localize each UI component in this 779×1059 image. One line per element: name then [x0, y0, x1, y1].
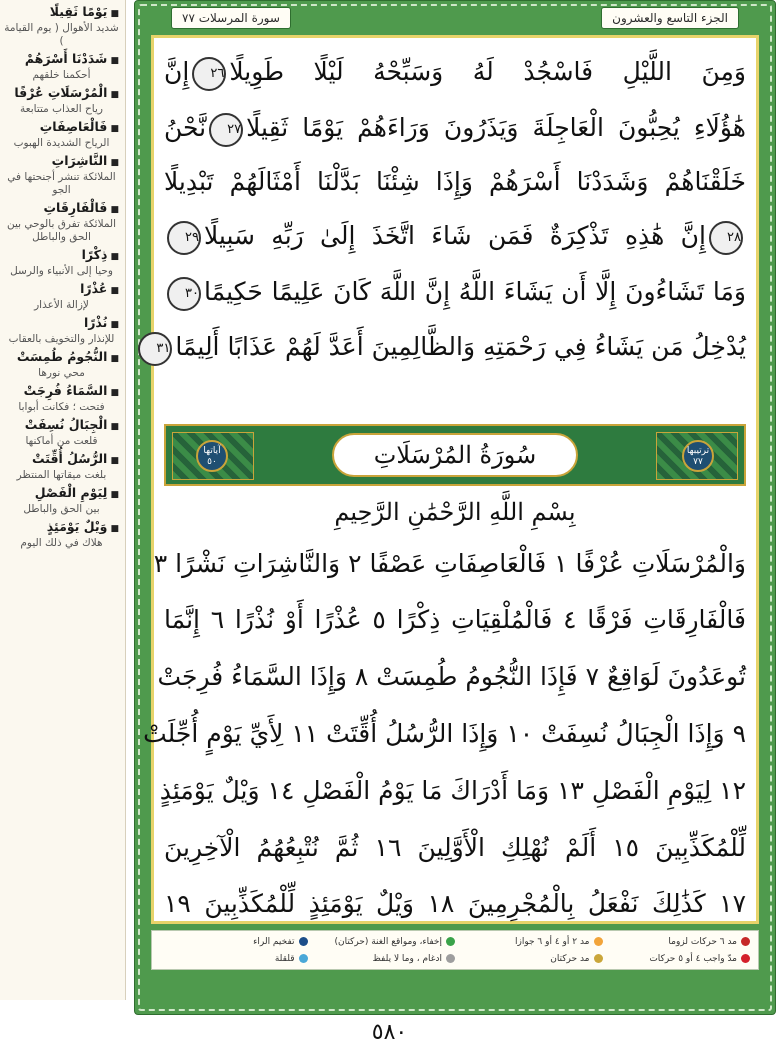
glossary-meaning: محي نورها: [38, 367, 85, 379]
mushaf-page: [134, 0, 776, 1015]
surah-title: سُورَةُ المُرْسَلَاتِ: [332, 433, 578, 477]
glossary-entry: [4, 119, 119, 150]
glossary-entry: [4, 247, 119, 278]
glossary-meaning: قلعت من أماكنها: [25, 435, 98, 447]
ayah-number: ٢٨: [709, 221, 743, 255]
glossary-word: ■ لِيَوْمِ الْفَصْلِ: [4, 485, 119, 503]
glossary-entry: [4, 451, 119, 482]
glossary-word: ■ ذِكْرًا: [4, 247, 119, 265]
glossary-meaning: أحكمنا خلقهم: [32, 69, 91, 81]
legend-item: [160, 954, 308, 964]
page-number: ٥٨٠: [371, 1020, 408, 1045]
verse-text: وَمَا تَشَاءُونَ إِلَّا أَن يَشَاءَ اللَّهُ إِنَّ اللَّهَ كَانَ عَلِيمًا حَكِيمًا: [204, 277, 746, 306]
glossary-word: ■ عُذْرًا: [4, 281, 119, 299]
tajweed-legend: [151, 930, 759, 970]
glossary-word: ■ فَالْعَاصِفَاتِ: [4, 119, 119, 137]
legend-item: [308, 937, 456, 947]
legend-label: مد حركتان: [550, 953, 590, 964]
color-dot-icon: [594, 954, 603, 963]
quran-line: تُوعَدُونَ لَوَاقِعٌ ٧ فَإِذَا النُّجُومُ طُمِسَتْ ٨ وَإِذَا السَّمَاءُ فُرِجَتْ: [157, 662, 746, 691]
glossary-meaning: فتحت ؛ فكانت أبوابا: [18, 401, 105, 413]
color-dot-icon: [446, 937, 455, 946]
legend-item: [455, 954, 603, 964]
glossary-meaning: بلغت ميقاتها المنتظر: [16, 469, 107, 481]
color-dot-icon: [299, 954, 308, 963]
quran-line: [164, 102, 746, 154]
legend-item: [308, 954, 456, 964]
verse-text: إِنَّ: [164, 57, 190, 86]
verse-text: هَٰؤُلَاءِ يُحِبُّونَ الْعَاجِلَةَ وَيَذَرُونَ وَرَاءَهُمْ يَوْمًا ثَقِيلًا: [246, 113, 746, 142]
glossary-meaning: الرياح الشديدة الهبوب: [13, 137, 110, 149]
glossary-sidebar: [0, 0, 126, 1000]
glossary-word: ■ نُذْرًا: [4, 315, 119, 333]
glossary-meaning: هلاك في ذلك اليوم: [20, 537, 103, 549]
glossary-entry: [4, 349, 119, 380]
legend-label: إخفاء، ومواقع الغنة (حركتان): [334, 936, 442, 947]
surah-header: سورة المرسلات ٧٧: [171, 7, 291, 29]
glossary-entry: [4, 153, 119, 197]
quran-line: وَالْمُرْسَلَاتِ عُرْفًا ١ فَالْعَاصِفَاتِ عَصْفًا ٢ وَالنَّاشِرَاتِ نَشْرًا ٣: [153, 549, 746, 578]
verse-text: إِنَّ هَٰذِهِ تَذْكِرَةٌ فَمَن شَاءَ اتَّخَذَ إِلَىٰ رَبِّهِ سَبِيلًا: [204, 221, 706, 250]
glossary-entry: [4, 51, 119, 82]
color-dot-icon: [741, 954, 750, 963]
quran-line: [164, 46, 746, 98]
glossary-meaning: بين الحق والباطل: [23, 503, 100, 515]
quran-line: لِّلْمُكَذِّبِينَ ١٥ أَلَمْ نُهْلِكِ الْأَوَّلِينَ ١٦ ثُمَّ نُتْبِعُهُمُ الْآخِرِينَ: [164, 833, 746, 862]
verse-text: نَّحْنُ: [164, 113, 207, 142]
color-dot-icon: [299, 937, 308, 946]
ayah-number: ٢٦: [192, 57, 226, 91]
legend-label: مد ٢ أو ٤ أو ٦ جوازا: [514, 936, 590, 947]
glossary-list: [4, 4, 119, 550]
legend-label: مدّ واجب ٤ أو ٥ حركات: [649, 953, 737, 964]
glossary-meaning: الملائكة تنشر أجنحتها في الجو: [7, 171, 116, 196]
quran-line: ٩ وَإِذَا الْجِبَالُ نُسِفَتْ ١٠ وَإِذَا الرُّسُلُ أُقِّتَتْ ١١ لِأَيِّ يَوْمٍ أُجِّلَتْ: [143, 719, 746, 748]
ayah-number: ٢٩: [167, 221, 201, 255]
glossary-word: ■ الْجِبَالُ نُسِفَتْ: [4, 417, 119, 435]
glossary-word: ■ فَالْفَارِقَاتِ: [4, 200, 119, 218]
surah-order-medal: ترتيبها ٧٧: [682, 440, 714, 472]
glossary-entry: [4, 200, 119, 244]
legend-label: ادغام ، وما لا يلفظ: [372, 953, 442, 964]
legend-item: [603, 937, 751, 947]
glossary-word: ■ يَوْمًا ثَقِيلًا: [4, 4, 119, 22]
ayah-number: ٢٧: [209, 113, 243, 147]
basmala: بِسْمِ اللَّهِ الرَّحْمَٰنِ الرَّحِيمِ: [334, 498, 576, 526]
page-header: [171, 7, 739, 29]
legend-item: [603, 954, 751, 964]
verse-text: يُدْخِلُ مَن يَشَاءُ فِي رَحْمَتِهِ وَالظَّالِمِينَ أَعَدَّ لَهُمْ عَذَابًا أَلِيمًا: [175, 332, 746, 361]
glossary-meaning: الملائكة تفرق بالوحي بين الحق والباطل: [6, 218, 117, 243]
legend-item: [455, 937, 603, 947]
color-dot-icon: [446, 954, 455, 963]
glossary-meaning: رياح العذاب متتابعة: [20, 103, 103, 115]
quran-line: [164, 156, 746, 208]
legend-label: قلقلة: [274, 953, 295, 964]
quran-line: فَالْفَارِقَاتِ فَرْقًا ٤ فَالْمُلْقِيَاتِ ذِكْرًا ٥ عُذْرًا أَوْ نُذْرًا ٦ إِنَّمَا: [164, 605, 746, 634]
glossary-word: ■ الْمُرْسَلَاتِ عُرْفًا: [4, 85, 119, 103]
verse-text: وَمِنَ اللَّيْلِ فَاسْجُدْ لَهُ وَسَبِّحْهُ لَيْلًا طَوِيلًا: [229, 57, 746, 86]
glossary-entry: [4, 281, 119, 312]
ayah-count-medal: آياتها ٥٠: [196, 440, 228, 472]
quran-line: [164, 266, 746, 318]
glossary-word: ■ النُّجُومُ طُمِسَتْ: [4, 349, 119, 367]
surah-banner: [164, 424, 746, 486]
glossary-entry: [4, 315, 119, 346]
glossary-entry: [4, 4, 119, 48]
quran-line: ١٧ كَذَٰلِكَ نَفْعَلُ بِالْمُجْرِمِينَ ١٨ وَيْلٌ يَوْمَئِذٍ لِّلْمُكَذِّبِينَ ١٩: [164, 889, 746, 918]
quran-text-area: [143, 35, 759, 924]
legend-item: [160, 937, 308, 947]
glossary-meaning: وحيا إلى الأنبياء والرسل: [10, 265, 113, 277]
quran-line: ١٢ لِيَوْمِ الْفَصْلِ ١٣ وَمَا أَدْرَاكَ مَا يَوْمُ الْفَصْلِ ١٤ وَيْلٌ يَوْمَئِذٍ: [159, 776, 746, 805]
glossary-entry: [4, 485, 119, 516]
legend-label: مد ٦ حركات لزوما: [668, 936, 737, 947]
juz-header: الجزء التاسع والعشرون: [601, 7, 739, 29]
glossary-entry: [4, 417, 119, 448]
glossary-word: ■ الرُّسُلُ أُقِّتَتْ: [4, 451, 119, 469]
color-dot-icon: [741, 937, 750, 946]
glossary-entry: [4, 383, 119, 414]
glossary-entry: [4, 519, 119, 550]
glossary-word: ■ النَّاشِرَاتِ: [4, 153, 119, 171]
glossary-word: ■ السَّمَاءُ فُرِجَتْ: [4, 383, 119, 401]
glossary-word: ■ شَدَدْنَا أَسْرَهُمْ: [4, 51, 119, 69]
quran-line: [164, 210, 746, 262]
ayah-number: ٣٠: [167, 277, 201, 311]
glossary-meaning: لإزالة الأعذار: [34, 299, 89, 311]
quran-line: [156, 321, 746, 373]
ayah-number: ٣١: [138, 332, 172, 366]
color-dot-icon: [594, 937, 603, 946]
verse-text: خَلَقْنَاهُمْ وَشَدَدْنَا أَسْرَهُمْ وَإِذَا شِئْنَا بَدَّلْنَا أَمْثَالَهُمْ تَبْدِيلًا: [164, 167, 746, 196]
glossary-meaning: للإنذار والتخويف بالعقاب: [8, 333, 115, 345]
glossary-word: ■ وَيْلٌ يَوْمَئِذٍ: [4, 519, 119, 537]
glossary-entry: [4, 85, 119, 116]
legend-label: تفخيم الراء: [253, 936, 295, 947]
glossary-meaning: شديد الأهوال ( يوم القيامة ): [4, 22, 119, 47]
